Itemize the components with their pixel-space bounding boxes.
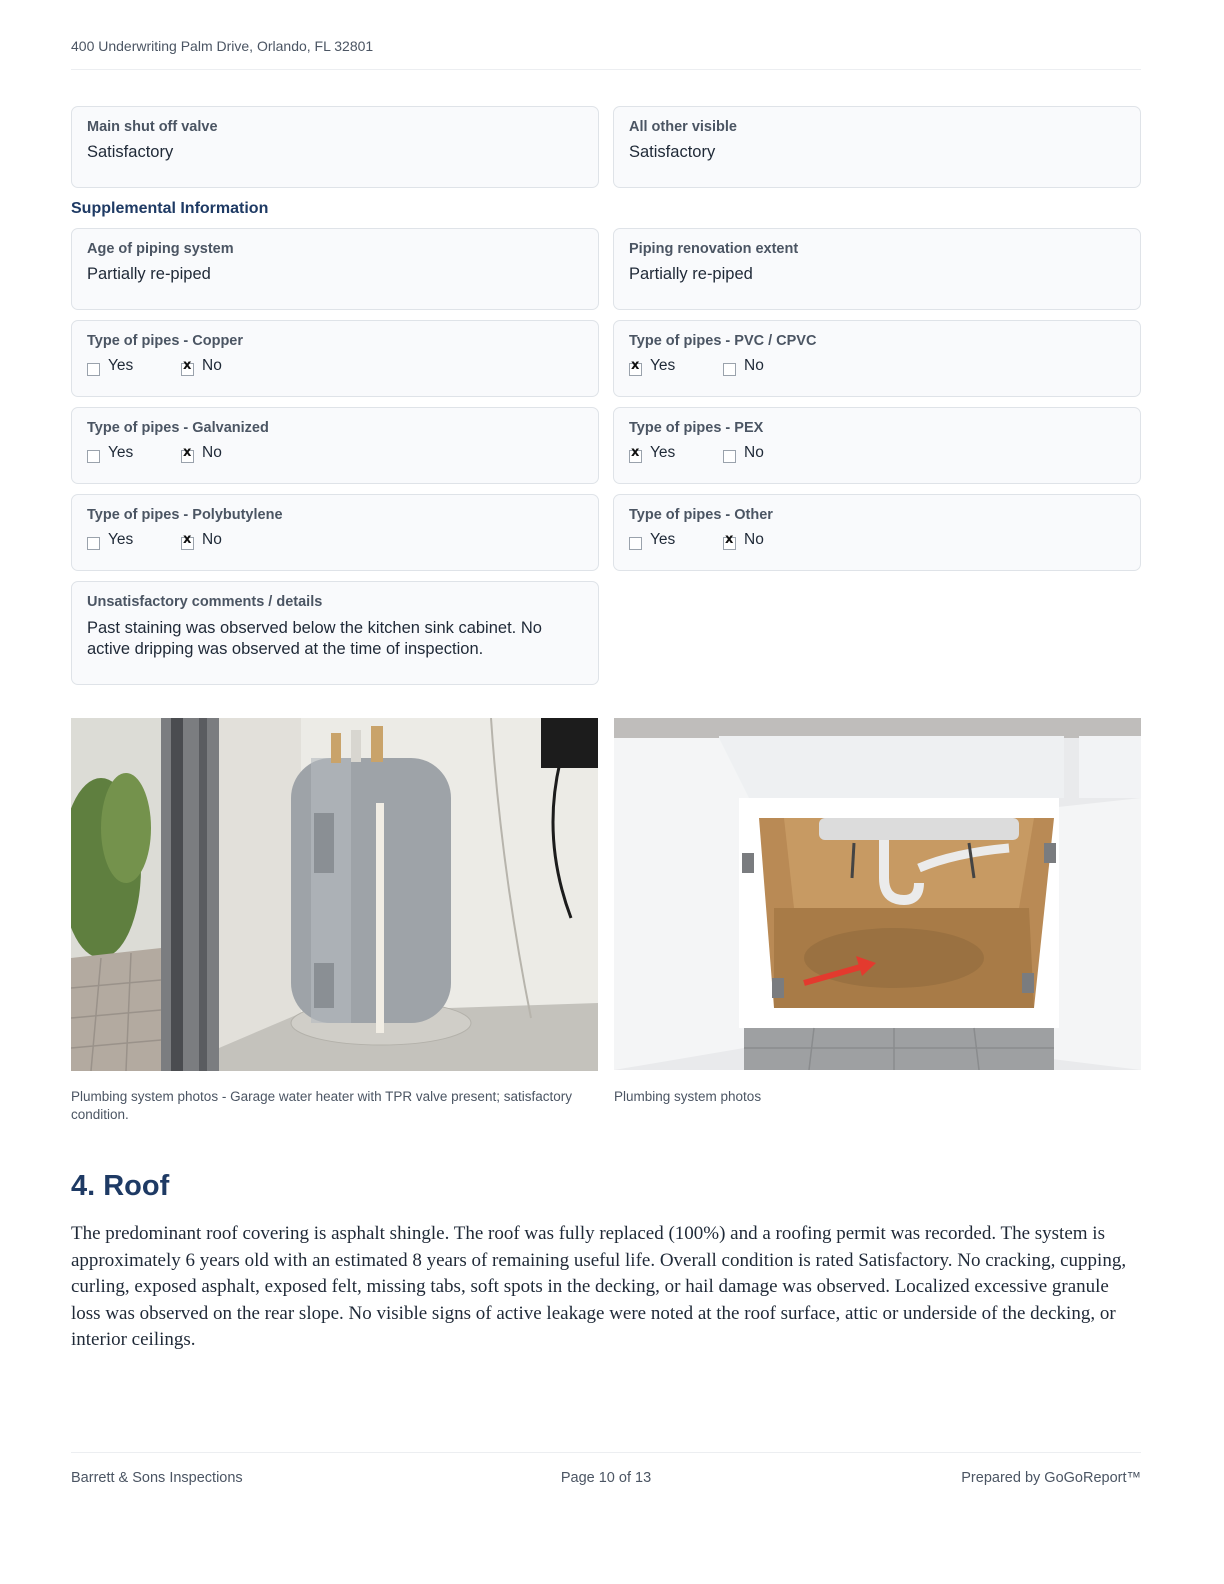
checkbox-box[interactable]: [723, 450, 736, 463]
checkbox-yes[interactable]: [87, 444, 133, 462]
supplemental-heading: Supplemental Information: [71, 200, 269, 217]
checkbox-no-label: No: [202, 357, 222, 374]
checkbox-box[interactable]: [723, 363, 736, 376]
photo-caption: Plumbing system photos: [614, 1089, 762, 1104]
checkbox-box[interactable]: [629, 537, 642, 550]
field-label: Type of pipes - PEX: [629, 420, 764, 436]
checkbox-no[interactable]: [181, 531, 222, 549]
footer-prepared-by: Prepared by GoGoReport™: [961, 1470, 1141, 1486]
field-label: Unsatisfactory comments / details: [87, 594, 323, 610]
field-label: Type of pipes - Polybutylene: [87, 507, 283, 523]
checkbox-no-label: No: [202, 531, 222, 548]
checkbox-no[interactable]: [723, 531, 764, 549]
field-label: All other visible: [629, 119, 737, 135]
field-label: Age of piping system: [87, 241, 234, 257]
checkbox-yes[interactable]: [629, 444, 675, 462]
checkbox-no-label: No: [744, 357, 764, 374]
checkbox-box[interactable]: [181, 363, 194, 376]
checkbox-box[interactable]: [629, 450, 642, 463]
pipes-other-card: [613, 494, 1141, 571]
field-value: Satisfactory: [629, 143, 716, 161]
checkbox-box[interactable]: [87, 450, 100, 463]
field-value: Satisfactory: [87, 143, 174, 161]
checkbox-box[interactable]: [181, 450, 194, 463]
pipes-polybutylene-card: [71, 494, 599, 571]
checkbox-no[interactable]: [181, 444, 222, 462]
checkbox-no-label: No: [202, 444, 222, 461]
property-address: 400 Underwriting Palm Drive, Orlando, FL 32801: [71, 38, 374, 54]
unsatisfactory-comments-card: [71, 581, 599, 685]
field-value: Partially re-piped: [629, 265, 753, 283]
checkbox-yes-label: Yes: [650, 357, 676, 374]
footer-divider: [71, 1452, 1141, 1453]
field-label: Type of pipes - Copper: [87, 333, 244, 349]
checkbox-box[interactable]: [629, 363, 642, 376]
all-other-visible-card: [613, 106, 1141, 188]
main-shutoff-card: [71, 106, 599, 188]
pipes-pvc-card: [613, 320, 1141, 397]
checkbox-yes[interactable]: [87, 357, 133, 375]
checkbox-box[interactable]: [87, 363, 100, 376]
checkbox-yes-label: Yes: [108, 357, 134, 374]
piping-renovation-card: [613, 228, 1141, 310]
footer-page-number: Page 10 of 13: [560, 1470, 652, 1486]
checkbox-box[interactable]: [181, 537, 194, 550]
checkbox-no-label: No: [744, 531, 764, 548]
pipes-copper-card: [71, 320, 599, 397]
water-heater-photo: [71, 718, 598, 1071]
checkbox-yes-label: Yes: [650, 444, 676, 461]
checkbox-yes-label: Yes: [650, 531, 676, 548]
field-label: Type of pipes - Galvanized: [87, 420, 269, 436]
age-of-piping-card: [71, 228, 599, 310]
checkbox-no[interactable]: [723, 357, 764, 375]
field-label: Type of pipes - PVC / CPVC: [629, 333, 817, 349]
checkbox-no[interactable]: [181, 357, 222, 375]
footer-company: Barrett & Sons Inspections: [71, 1470, 243, 1486]
sink-cabinet-photo: [614, 718, 1141, 1070]
field-label: Main shut off valve: [87, 119, 218, 135]
checkbox-yes[interactable]: [87, 531, 133, 549]
pipes-galvanized-card: [71, 407, 599, 484]
checkbox-no[interactable]: [723, 444, 764, 462]
roof-section-title: 4. Roof: [71, 1170, 170, 1202]
checkbox-yes[interactable]: [629, 357, 675, 375]
comments-text: Past staining was observed below the kitchen sink cabinet. No active dripping was observed at the time of inspection.: [87, 619, 542, 658]
header-divider: [71, 69, 1141, 70]
field-value: Partially re-piped: [87, 265, 211, 283]
checkbox-box[interactable]: [723, 537, 736, 550]
pipes-pex-card: [613, 407, 1141, 484]
checkbox-yes-label: Yes: [108, 444, 134, 461]
checkbox-yes-label: Yes: [108, 531, 134, 548]
checkbox-yes[interactable]: [629, 531, 675, 549]
photo-caption: Plumbing system photos - Garage water heater with TPR valve present; satisfactory condition.: [71, 1089, 572, 1122]
field-label: Type of pipes - Other: [629, 507, 773, 523]
roof-section-body: The predominant roof covering is asphalt shingle. The roof was fully replaced (100%) and a roofing permit was recorded. The system is approximately 6 years old with an estimated 8 years of remaining useful life. Overall condition is rated Satisfactory. No cracking, cupping, curling, exposed asphalt, exposed felt, missing tabs, soft spots in the decking, or hail damage was observed. Localized excessive granule loss was observed on the rear slope. No visible signs of active leakage were noted at the roof surface, attic or underside of the decking, or interior ceilings.: [71, 1223, 1127, 1351]
field-label: Piping renovation extent: [629, 241, 799, 257]
checkbox-no-label: No: [744, 444, 764, 461]
checkbox-box[interactable]: [87, 537, 100, 550]
